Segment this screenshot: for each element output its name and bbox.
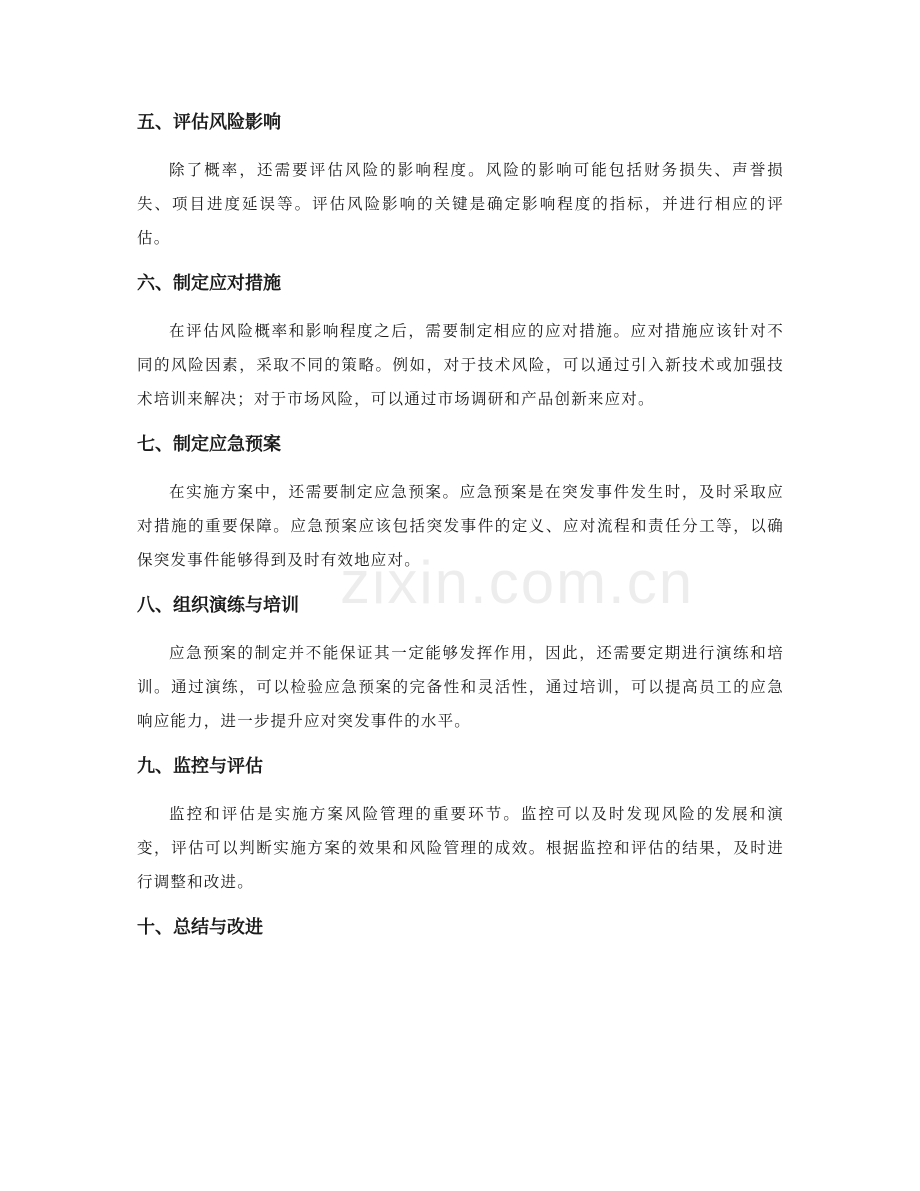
section-heading: 八、组织演练与培训 (137, 595, 299, 616)
section-paragraph: 监控和评估是实施方案风险管理的重要环节。监控可以及时发现风险的发展和演变，评估可以判断实施方案的效果和风险管理的成效。根据监控和评估的结果，及时进行调整和改进。 (137, 805, 784, 891)
section-heading: 十、总结与改进 (137, 917, 263, 938)
section-paragraph: 在评估风险概率和影响程度之后，需要制定相应的应对措施。应对措施应该针对不同的风险因素，采取不同的策略。例如，对于技术风险，可以通过引入新技术或加强技术培训来解决；对于市场风险，可以通过市场调研和产品创新来应对。 (137, 322, 784, 408)
section-6 (137, 269, 784, 416)
section-9 (137, 752, 784, 899)
section-heading: 六、制定应对措施 (137, 273, 281, 294)
watermark: zixin.com.cn (340, 549, 695, 616)
section-heading: 七、制定应急预案 (137, 434, 281, 455)
section-7 (137, 430, 784, 577)
section-paragraph: 在实施方案中，还需要制定应急预案。应急预案是在突发事件发生时，及时采取应对措施的重要保障。应急预案应该包括突发事件的定义、应对流程和责任分工等，以确保突发事件能够得到及时有效地应对。 (137, 483, 784, 569)
section-paragraph: 应急预案的制定并不能保证其一定能够发挥作用，因此，还需要定期进行演练和培训。通过演练，可以检验应急预案的完备性和灵活性，通过培训，可以提高员工的应急响应能力，进一步提升应对突发事件的水平。 (137, 644, 784, 730)
section-10 (137, 913, 784, 943)
section-heading: 九、监控与评估 (137, 756, 263, 777)
section-5 (137, 108, 784, 255)
section-8 (137, 591, 784, 738)
document-body (137, 108, 784, 958)
section-heading: 五、评估风险影响 (137, 112, 281, 133)
section-paragraph: 除了概率，还需要评估风险的影响程度。风险的影响可能包括财务损失、声誉损失、项目进度延误等。评估风险影响的关键是确定影响程度的指标，并进行相应的评估。 (137, 161, 784, 247)
